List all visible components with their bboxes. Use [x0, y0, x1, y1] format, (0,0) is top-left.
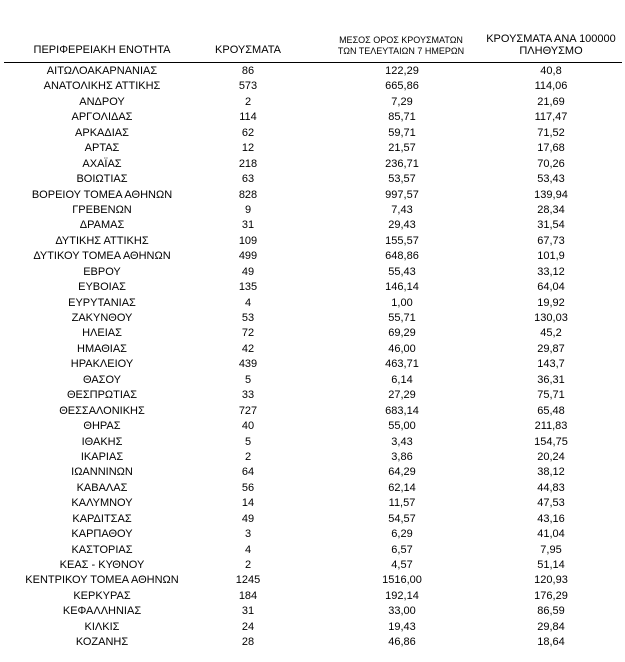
- average-cell: 55,00: [388, 420, 416, 433]
- region-name-cell: ΗΡΑΚΛΕΙΟΥ: [70, 358, 134, 371]
- average-cell: 122,29: [385, 65, 419, 77]
- per-100000-cell: 33,12: [537, 265, 565, 278]
- header-cases: ΚΡΟΥΣΜΑΤΑ: [215, 44, 281, 57]
- per-100000-cell: 19,92: [537, 296, 565, 309]
- average-cell: 146,14: [385, 281, 419, 294]
- header-seven-day-average: [312, 35, 490, 58]
- per-100000-cell: 101,9: [537, 250, 565, 263]
- average-cell: 463,71: [385, 358, 419, 371]
- cases-cell: 31: [241, 605, 255, 618]
- table-row: [0, 388, 625, 403]
- cases-cell: 49: [241, 265, 255, 278]
- cases-cell: 109: [238, 234, 258, 247]
- region-name-cell: ΔΡΑΜΑΣ: [79, 219, 125, 232]
- per-100000-cell: 143,7: [537, 358, 565, 371]
- table-row: [0, 465, 625, 480]
- header-avg-line1: ΜΕΣΟΣ ΟΡΟΣ ΚΡΟΥΣΜΑΤΩΝ: [339, 34, 463, 45]
- region-name-cell: ΙΘΑΚΗΣ: [81, 435, 123, 448]
- table-row: [0, 296, 625, 311]
- cases-cell: 12: [241, 142, 255, 155]
- region-name-cell: ΑΡΚΑΔΙΑΣ: [75, 126, 129, 139]
- table-row: [0, 527, 625, 542]
- region-name-cell: ΖΑΚΥΝΘΟΥ: [71, 312, 133, 324]
- average-cell: 85,71: [388, 111, 416, 124]
- table-row: [0, 357, 625, 372]
- table-row: [0, 218, 625, 233]
- table-row: [0, 373, 625, 388]
- region-name-cell: ΑΡΓΟΛΙΔΑΣ: [71, 111, 133, 124]
- per-100000-cell: 67,73: [537, 234, 565, 247]
- average-cell: 665,86: [385, 80, 419, 93]
- table-row: [0, 435, 625, 450]
- table-row: [0, 79, 625, 94]
- table-row: [0, 141, 625, 156]
- average-cell: 33,00: [388, 605, 416, 618]
- cases-cell: 28: [241, 636, 255, 649]
- per-100000-cell: 154,75: [534, 435, 568, 448]
- table-row: [0, 234, 625, 249]
- table-row: [0, 265, 625, 280]
- average-cell: 29,43: [388, 219, 416, 232]
- region-name-cell: ΒΟΙΩΤΙΑΣ: [76, 173, 128, 186]
- average-cell: 53,57: [388, 173, 416, 186]
- header-divider: [4, 62, 622, 63]
- region-name-cell: ΑΡΤΑΣ: [84, 142, 120, 155]
- average-cell: 683,14: [385, 404, 419, 417]
- cases-cell: 5: [244, 435, 252, 448]
- per-100000-cell: 18,64: [537, 636, 565, 649]
- average-cell: 997,57: [385, 188, 419, 201]
- per-100000-cell: 75,71: [537, 389, 565, 402]
- cases-cell: 24: [241, 620, 255, 633]
- cases-cell: 62: [241, 126, 255, 139]
- header-per-line2: ΠΛΗΘΥΣΜΟ: [519, 45, 583, 58]
- cases-cell: 64: [241, 466, 255, 479]
- table-row: [0, 558, 625, 573]
- region-name-cell: ΚΑΒΑΛΑΣ: [76, 481, 128, 494]
- per-100000-cell: 7,95: [540, 543, 562, 556]
- table-row: [0, 126, 625, 141]
- average-cell: 59,71: [388, 126, 416, 139]
- cases-cell: 56: [241, 481, 255, 494]
- table-row: [0, 512, 625, 527]
- per-100000-cell: 65,48: [537, 404, 565, 417]
- region-name-cell: ΑΝΑΤΟΛΙΚΗΣ ΑΤΤΙΚΗΣ: [43, 80, 161, 93]
- table-row: [0, 188, 625, 203]
- per-100000-cell: 47,53: [537, 497, 565, 510]
- table-row: [0, 95, 625, 110]
- region-name-cell: ΚΟΖΑΝΗΣ: [75, 636, 129, 649]
- table-row: [0, 110, 625, 125]
- cases-cell: 72: [241, 327, 255, 340]
- per-100000-cell: 20,24: [537, 450, 565, 463]
- average-cell: 4,57: [391, 559, 413, 571]
- cases-cell: 828: [238, 188, 258, 201]
- per-100000-cell: 86,59: [537, 605, 565, 618]
- per-100000-cell: 176,29: [534, 589, 568, 602]
- per-100000-cell: 45,2: [540, 327, 562, 340]
- cases-cell: 40: [241, 420, 255, 433]
- region-name-cell: ΕΥΡΥΤΑΝΙΑΣ: [68, 296, 136, 309]
- average-cell: 192,14: [385, 589, 419, 602]
- per-100000-cell: 139,94: [534, 188, 568, 201]
- average-cell: 46,00: [388, 342, 416, 355]
- region-name-cell: ΚΑΛΥΜΝΟΥ: [71, 497, 133, 510]
- region-name-cell: ΚΑΣΤΟΡΙΑΣ: [71, 543, 133, 556]
- average-cell: 7,29: [391, 95, 413, 108]
- table-row: [0, 342, 625, 357]
- cases-cell: 2: [244, 95, 252, 108]
- average-cell: 21,57: [388, 142, 416, 155]
- cases-cell: 9: [244, 203, 252, 216]
- cases-cell: 31: [241, 219, 255, 232]
- region-name-cell: ΘΑΣΟΥ: [82, 373, 122, 386]
- per-100000-cell: 120,93: [534, 574, 568, 587]
- region-name-cell: ΒΟΡΕΙΟΥ ΤΟΜΕΑ ΑΘΗΝΩΝ: [31, 188, 173, 201]
- per-100000-cell: 28,34: [537, 203, 565, 216]
- cases-cell: 33: [241, 389, 255, 402]
- average-cell: 6,57: [391, 543, 413, 556]
- per-100000-cell: 29,84: [537, 620, 565, 633]
- cases-cell: 135: [238, 281, 258, 294]
- region-name-cell: ΔΥΤΙΚΟΥ ΤΟΜΕΑ ΑΘΗΝΩΝ: [33, 250, 171, 263]
- average-cell: 1,00: [391, 296, 413, 309]
- per-100000-cell: 130,03: [534, 312, 568, 324]
- per-100000-cell: 21,69: [537, 95, 565, 108]
- per-100000-cell: 29,87: [537, 342, 565, 355]
- region-name-cell: ΔΥΤΙΚΗΣ ΑΤΤΙΚΗΣ: [55, 234, 149, 247]
- per-100000-cell: 43,16: [537, 512, 565, 525]
- per-100000-cell: 17,68: [537, 142, 565, 155]
- average-cell: 69,29: [388, 327, 416, 340]
- header-per-100000: [476, 33, 625, 58]
- table-row: [0, 635, 625, 650]
- per-100000-cell: 53,43: [537, 173, 565, 186]
- cases-cell: 439: [238, 358, 258, 371]
- region-name-cell: ΚΕΦΑΛΛΗΝΙΑΣ: [62, 605, 142, 618]
- average-cell: 648,86: [385, 250, 419, 263]
- cases-cell: 573: [238, 80, 258, 93]
- per-100000-cell: 117,47: [534, 111, 568, 124]
- table-row: [0, 157, 625, 172]
- header-per-line1: ΚΡΟΥΣΜΑΤΑ ΑΝΑ 100000: [486, 32, 616, 45]
- average-cell: 55,43: [388, 265, 416, 278]
- region-name-cell: ΓΡΕΒΕΝΩΝ: [72, 203, 132, 216]
- table-body: [0, 64, 625, 651]
- average-cell: 7,43: [391, 203, 413, 216]
- region-name-cell: ΚΑΡΔΙΤΣΑΣ: [72, 512, 132, 525]
- cases-cell: 63: [241, 173, 255, 186]
- table-header: [0, 0, 625, 62]
- table-row: [0, 64, 625, 79]
- cases-cell: 49: [241, 512, 255, 525]
- average-cell: 1516,00: [382, 574, 422, 587]
- per-100000-cell: 114,06: [534, 80, 568, 93]
- cases-cell: 4: [244, 296, 252, 309]
- cases-cell: 14: [241, 497, 255, 510]
- table-row: [0, 481, 625, 496]
- region-name-cell: ΗΛΕΙΑΣ: [82, 327, 122, 340]
- per-100000-cell: 40,8: [540, 65, 562, 77]
- average-cell: 46,86: [388, 636, 416, 649]
- region-name-cell: ΘΕΣΣΑΛΟΝΙΚΗΣ: [59, 404, 145, 417]
- region-name-cell: ΕΒΡΟΥ: [83, 265, 121, 278]
- per-100000-cell: 51,14: [537, 559, 565, 571]
- region-name-cell: ΚΑΡΠΑΘΟΥ: [71, 528, 133, 541]
- average-cell: 6,29: [391, 528, 413, 541]
- region-name-cell: ΑΝΔΡΟΥ: [79, 95, 125, 108]
- average-cell: 62,14: [388, 481, 416, 494]
- table-row: [0, 203, 625, 218]
- table-row: [0, 604, 625, 619]
- per-100000-cell: 36,31: [537, 373, 565, 386]
- average-cell: 236,71: [385, 157, 419, 170]
- region-name-cell: ΚΕΡΚΥΡΑΣ: [73, 589, 131, 602]
- per-100000-cell: 70,26: [537, 157, 565, 170]
- region-name-cell: ΚΕΑΣ - ΚΥΘΝΟΥ: [59, 559, 145, 571]
- region-name-cell: ΑΧΑΪΑΣ: [82, 157, 122, 170]
- cases-cell: 499: [238, 250, 258, 263]
- average-cell: 55,71: [388, 312, 416, 324]
- table-row: [0, 249, 625, 264]
- cases-cell: 1245: [235, 574, 261, 587]
- region-name-cell: ΕΥΒΟΙΑΣ: [78, 281, 126, 294]
- cases-cell: 2: [244, 450, 252, 463]
- region-name-cell: ΘΕΣΠΡΩΤΙΑΣ: [66, 389, 138, 402]
- cases-cell: 42: [241, 342, 255, 355]
- cases-cell: 184: [238, 589, 258, 602]
- per-100000-cell: 64,04: [537, 281, 565, 294]
- region-name-cell: ΙΩΑΝΝΙΝΩΝ: [71, 466, 133, 479]
- table-row: [0, 280, 625, 295]
- table-row: [0, 620, 625, 635]
- cases-cell: 86: [241, 65, 255, 77]
- region-name-cell: ΚΙΛΚΙΣ: [84, 620, 120, 633]
- table-row: [0, 450, 625, 465]
- average-cell: 54,57: [388, 512, 416, 525]
- cases-cell: 2: [244, 559, 252, 571]
- average-cell: 27,29: [388, 389, 416, 402]
- per-100000-cell: 211,83: [534, 420, 568, 433]
- header-avg-line2: ΤΩΝ ΤΕΛΕΥΤΑΙΩΝ 7 ΗΜΕΡΩΝ: [337, 46, 465, 57]
- table-row: [0, 311, 625, 326]
- per-100000-cell: 38,12: [537, 466, 565, 479]
- table-row: [0, 404, 625, 419]
- table-row: [0, 326, 625, 341]
- per-100000-cell: 71,52: [537, 126, 565, 139]
- average-cell: 11,57: [388, 497, 416, 510]
- cases-cell: 727: [238, 404, 258, 417]
- region-name-cell: ΗΜΑΘΙΑΣ: [77, 342, 127, 355]
- average-cell: 6,14: [391, 373, 413, 386]
- average-cell: 3,86: [391, 450, 413, 463]
- average-cell: 19,43: [388, 620, 416, 633]
- table-row: [0, 496, 625, 511]
- average-cell: 3,43: [391, 435, 413, 448]
- region-name-cell: ΑΙΤΩΛΟΑΚΑΡΝΑΝΙΑΣ: [46, 65, 158, 77]
- cases-cell: 218: [238, 157, 258, 170]
- region-name-cell: ΘΗΡΑΣ: [83, 420, 121, 433]
- cases-cell: 114: [239, 111, 257, 124]
- region-name-cell: ΙΚΑΡΙΑΣ: [80, 450, 124, 463]
- per-100000-cell: 41,04: [537, 528, 565, 541]
- table-row: [0, 172, 625, 187]
- table-row: [0, 543, 625, 558]
- cases-cell: 5: [244, 373, 252, 386]
- average-cell: 155,57: [385, 234, 419, 247]
- cases-cell: 4: [244, 543, 252, 556]
- per-100000-cell: 31,54: [537, 219, 565, 232]
- table-row: [0, 573, 625, 588]
- table-row: [0, 419, 625, 434]
- cases-cell: 3: [244, 528, 252, 541]
- header-region: ΠΕΡΙΦΕΡΕΙΑΚΗ ΕΝΟΤΗΤΑ: [33, 44, 171, 57]
- average-cell: 64,29: [388, 466, 416, 479]
- per-100000-cell: 44,83: [537, 481, 565, 494]
- table-row: [0, 589, 625, 604]
- region-name-cell: ΚΕΝΤΡΙΚΟΥ ΤΟΜΕΑ ΑΘΗΝΩΝ: [25, 574, 179, 587]
- cases-cell: 53: [241, 312, 255, 324]
